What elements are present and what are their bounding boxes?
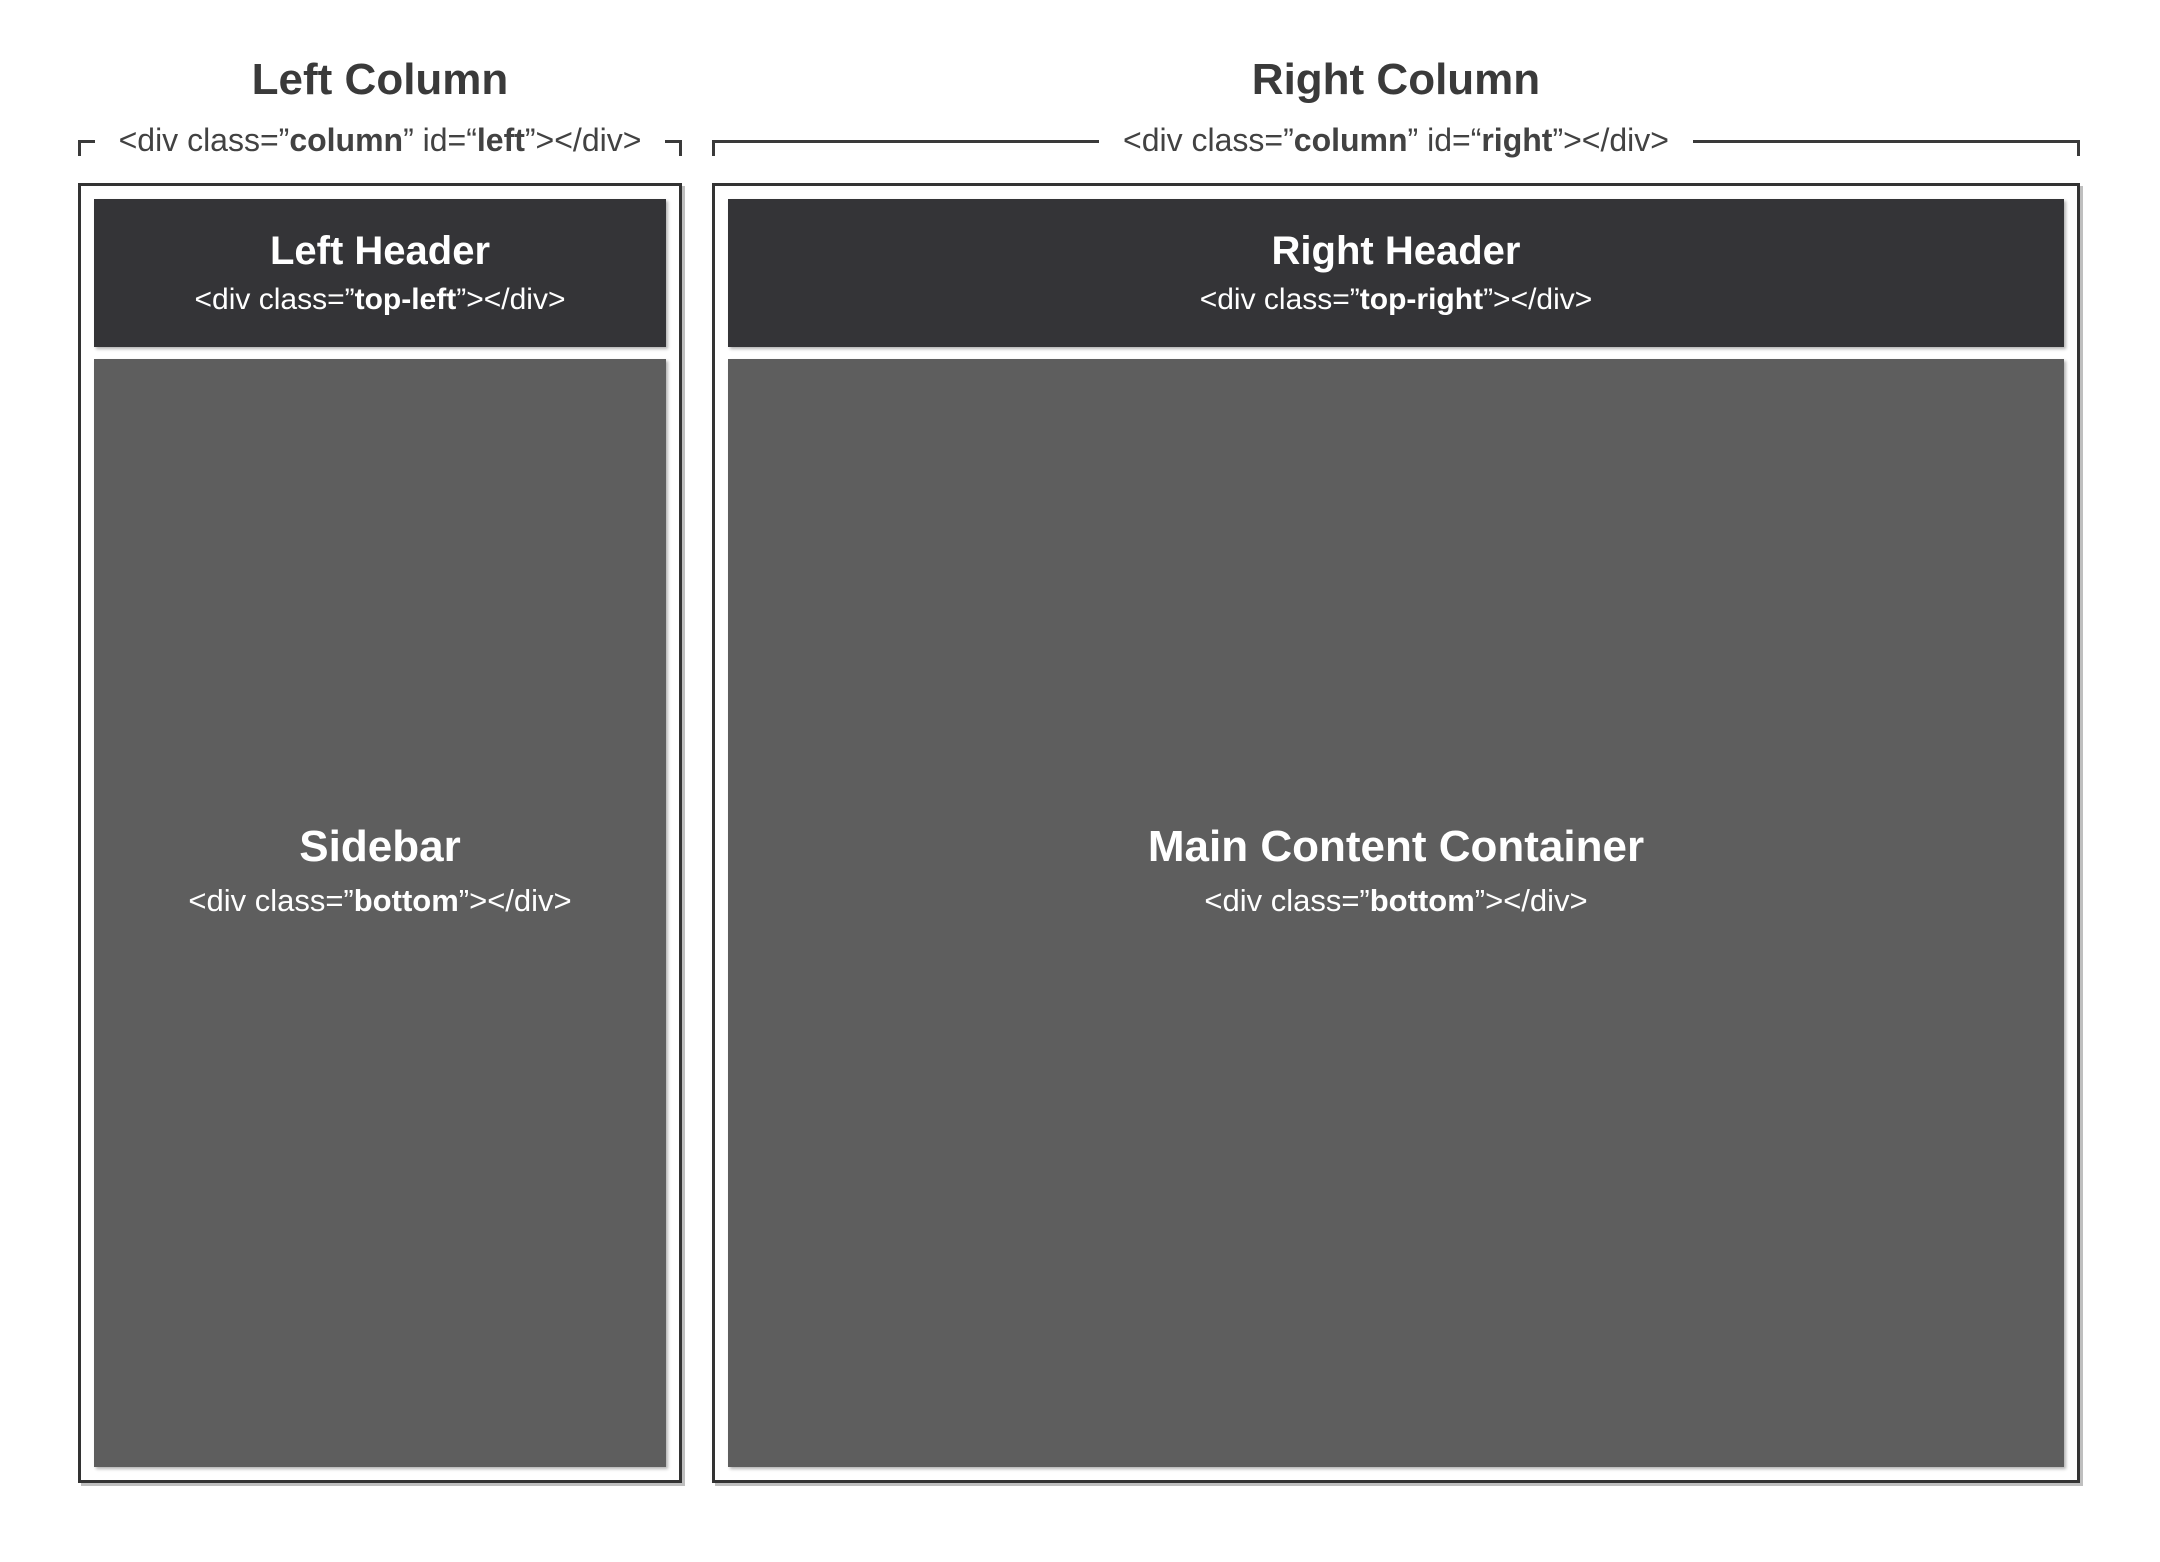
code-segment: <div class=” — [1123, 121, 1294, 158]
right-annotation-code — [1099, 122, 1693, 159]
right-header-code — [1200, 282, 1593, 318]
code-segment-bold: column — [1293, 121, 1408, 158]
main-content-code — [1204, 882, 1587, 920]
main-content-title: Main Content Container — [1147, 821, 1645, 871]
code-segment-bold: top-left — [354, 283, 457, 316]
code-segment: ”></div> — [456, 283, 566, 316]
sidebar-title: Sidebar — [299, 821, 461, 871]
code-segment: <div class=” — [1199, 283, 1360, 316]
code-segment-bold: bottom — [1369, 882, 1475, 918]
main-content-box — [728, 359, 2064, 1467]
code-segment: <div class=” — [1204, 882, 1370, 918]
code-segment: <div class=” — [188, 882, 354, 918]
code-segment-bold: left — [476, 121, 525, 158]
code-segment-bold: right — [1481, 121, 1553, 158]
sidebar-code — [188, 882, 571, 920]
right-header-box — [728, 199, 2064, 347]
right-column-annotation — [712, 118, 2080, 162]
right-header-title: Right Header — [1271, 229, 1521, 273]
code-segment: ”></div> — [458, 882, 572, 918]
code-segment-bold: column — [289, 121, 404, 158]
code-segment: ”></div> — [1552, 121, 1669, 158]
right-column-box — [712, 183, 2080, 1483]
right-column-title: Right Column — [1251, 55, 1541, 104]
left-column-title: Left Column — [251, 55, 509, 104]
code-segment: ” id=“ — [403, 121, 477, 158]
code-segment: ”></div> — [1474, 882, 1588, 918]
left-header-code — [195, 282, 566, 318]
code-segment: <div class=” — [118, 121, 290, 158]
code-segment: ”></div> — [524, 121, 642, 158]
code-segment: ”></div> — [1483, 283, 1593, 316]
left-column — [78, 55, 682, 1483]
code-segment-bold: bottom — [353, 882, 459, 918]
left-header-box — [94, 199, 666, 347]
left-column-box — [78, 183, 682, 1483]
left-header-title: Left Header — [269, 229, 491, 273]
code-segment-bold: top-right — [1359, 283, 1484, 316]
left-column-annotation — [78, 118, 682, 162]
code-segment: ” id=“ — [1407, 121, 1482, 158]
right-column — [712, 55, 2080, 1483]
sidebar-box — [94, 359, 666, 1467]
code-segment: <div class=” — [194, 283, 355, 316]
left-annotation-code — [95, 122, 666, 159]
